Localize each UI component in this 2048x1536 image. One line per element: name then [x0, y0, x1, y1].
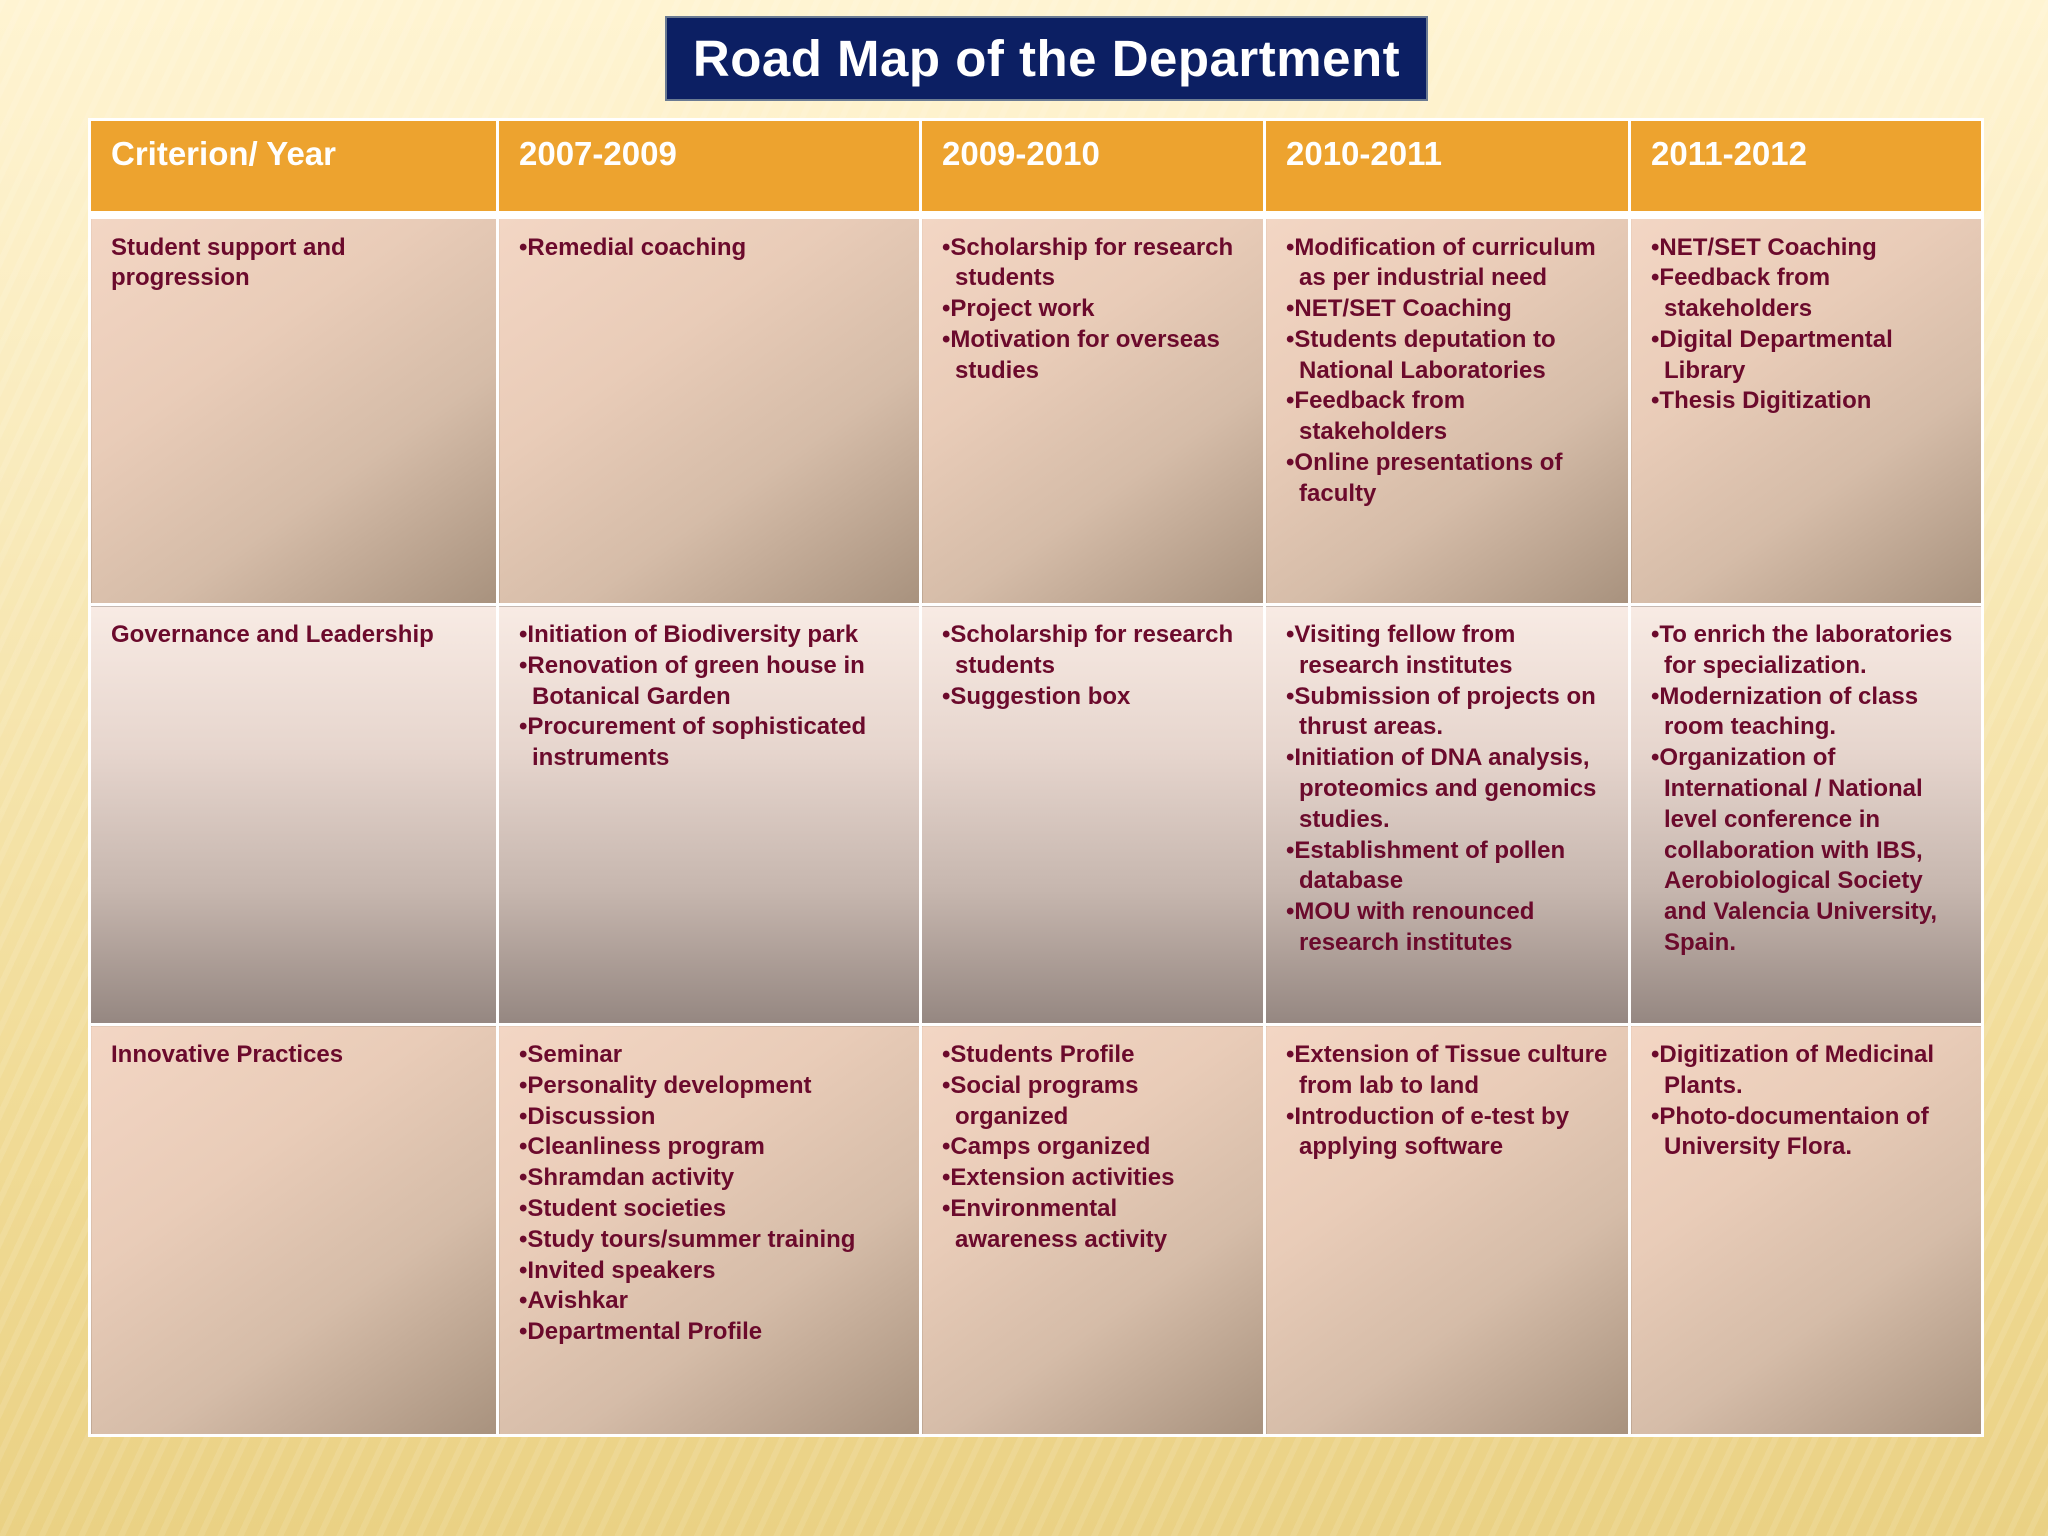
list-item: • Visiting fellow from research institutes — [1286, 620, 1610, 682]
criterion-cell — [90, 1025, 498, 1436]
criterion-label: Governance and Leadership — [111, 621, 434, 648]
list-item: • Scholarship for research students — [942, 620, 1245, 682]
list-item: • Suggestion box — [942, 682, 1245, 713]
list-item: • Online presentations of faculty — [1286, 448, 1610, 510]
list-item: • Digital Departmental Library — [1651, 325, 1963, 387]
list-item: • Invited speakers — [519, 1256, 901, 1287]
list-item: • Camps organized — [942, 1132, 1245, 1163]
year-cell — [498, 215, 921, 605]
list-item: • Students Profile — [942, 1040, 1245, 1071]
list-item: • NET/SET Coaching — [1651, 233, 1963, 264]
list-item: • Renovation of green house in Botanical Garden — [519, 651, 901, 713]
year-cell — [1630, 605, 1983, 1025]
list-item: • Departmental Profile — [519, 1317, 901, 1348]
item-list — [519, 620, 901, 774]
header-criterion: Criterion/ Year — [90, 120, 498, 215]
year-cell — [1630, 215, 1983, 605]
table-row — [90, 1025, 1983, 1436]
list-item: • Motivation for overseas studies — [942, 325, 1245, 387]
list-item: • Thesis Digitization — [1651, 386, 1963, 417]
slide-title: Road Map of the Department — [665, 16, 1428, 101]
list-item: • Shramdan activity — [519, 1163, 901, 1194]
item-list — [1651, 233, 1963, 418]
header-year-2011-2012: 2011-2012 — [1630, 120, 1983, 215]
list-item: • NET/SET Coaching — [1286, 294, 1610, 325]
year-cell — [1265, 605, 1630, 1025]
item-list — [519, 1040, 901, 1348]
list-item: • Introduction of e-test by applying software — [1286, 1102, 1610, 1164]
table-row — [90, 215, 1983, 605]
list-item: • Remedial coaching — [519, 233, 901, 264]
item-list — [942, 1040, 1245, 1256]
list-item: • MOU with renounced research institutes — [1286, 897, 1610, 959]
list-item: • Feedback from stakeholders — [1651, 263, 1963, 325]
list-item: • Environmental awareness activity — [942, 1194, 1245, 1256]
list-item: • Initiation of Biodiversity park — [519, 620, 901, 651]
list-item: • Photo-documentaion of University Flora. — [1651, 1102, 1963, 1164]
list-item: • Study tours/summer training — [519, 1225, 901, 1256]
list-item: • Organization of International / National level conference in collaboration with IBS, Aerobiological Society and Valencia University, Spain. — [1651, 743, 1963, 959]
item-list — [1286, 620, 1610, 959]
list-item: • Scholarship for research students — [942, 233, 1245, 295]
list-item: • Initiation of DNA analysis, proteomics and genomics studies. — [1286, 743, 1610, 835]
year-cell — [921, 215, 1265, 605]
item-list — [1286, 1040, 1610, 1163]
list-item: • Submission of projects on thrust areas. — [1286, 682, 1610, 744]
year-cell — [921, 1025, 1265, 1436]
criterion-label: Innovative Practices — [111, 1041, 344, 1068]
list-item: • To enrich the laboratories for specialization. — [1651, 620, 1963, 682]
header-year-2010-2011: 2010-2011 — [1265, 120, 1630, 215]
list-item: • Discussion — [519, 1102, 901, 1133]
list-item: • Student societies — [519, 1194, 901, 1225]
criterion-cell — [90, 215, 498, 605]
list-item: • Extension activities — [942, 1163, 1245, 1194]
header-year-2007-2009: 2007-2009 — [498, 120, 921, 215]
year-cell — [921, 605, 1265, 1025]
year-cell — [498, 1025, 921, 1436]
list-item: • Extension of Tissue culture from lab to land — [1286, 1040, 1610, 1102]
list-item: • Establishment of pollen database — [1286, 836, 1610, 898]
item-list — [1651, 1040, 1963, 1163]
item-list — [942, 233, 1245, 387]
year-cell — [1265, 1025, 1630, 1436]
item-list — [942, 620, 1245, 712]
item-list — [519, 233, 901, 264]
item-list — [1286, 233, 1610, 510]
roadmap-table — [88, 118, 1984, 1437]
year-cell — [1630, 1025, 1983, 1436]
year-cell — [498, 605, 921, 1025]
list-item: • Cleanliness program — [519, 1132, 901, 1163]
list-item: • Modification of curriculum as per industrial need — [1286, 233, 1610, 295]
item-list — [1651, 620, 1963, 959]
list-item: • Avishkar — [519, 1286, 901, 1317]
list-item: • Seminar — [519, 1040, 901, 1071]
list-item: • Personality development — [519, 1071, 901, 1102]
table-header-row — [90, 120, 1983, 215]
criterion-label: Student support and progression — [111, 233, 346, 292]
header-year-2009-2010: 2009-2010 — [921, 120, 1265, 215]
list-item: • Modernization of class room teaching. — [1651, 682, 1963, 744]
table-row — [90, 605, 1983, 1025]
criterion-cell — [90, 605, 498, 1025]
list-item: • Digitization of Medicinal Plants. — [1651, 1040, 1963, 1102]
list-item: • Procurement of sophisticated instruments — [519, 712, 901, 774]
list-item: • Students deputation to National Laboratories — [1286, 325, 1610, 387]
list-item: • Project work — [942, 294, 1245, 325]
year-cell — [1265, 215, 1630, 605]
list-item: • Feedback from stakeholders — [1286, 386, 1610, 448]
list-item: • Social programs organized — [942, 1071, 1245, 1133]
